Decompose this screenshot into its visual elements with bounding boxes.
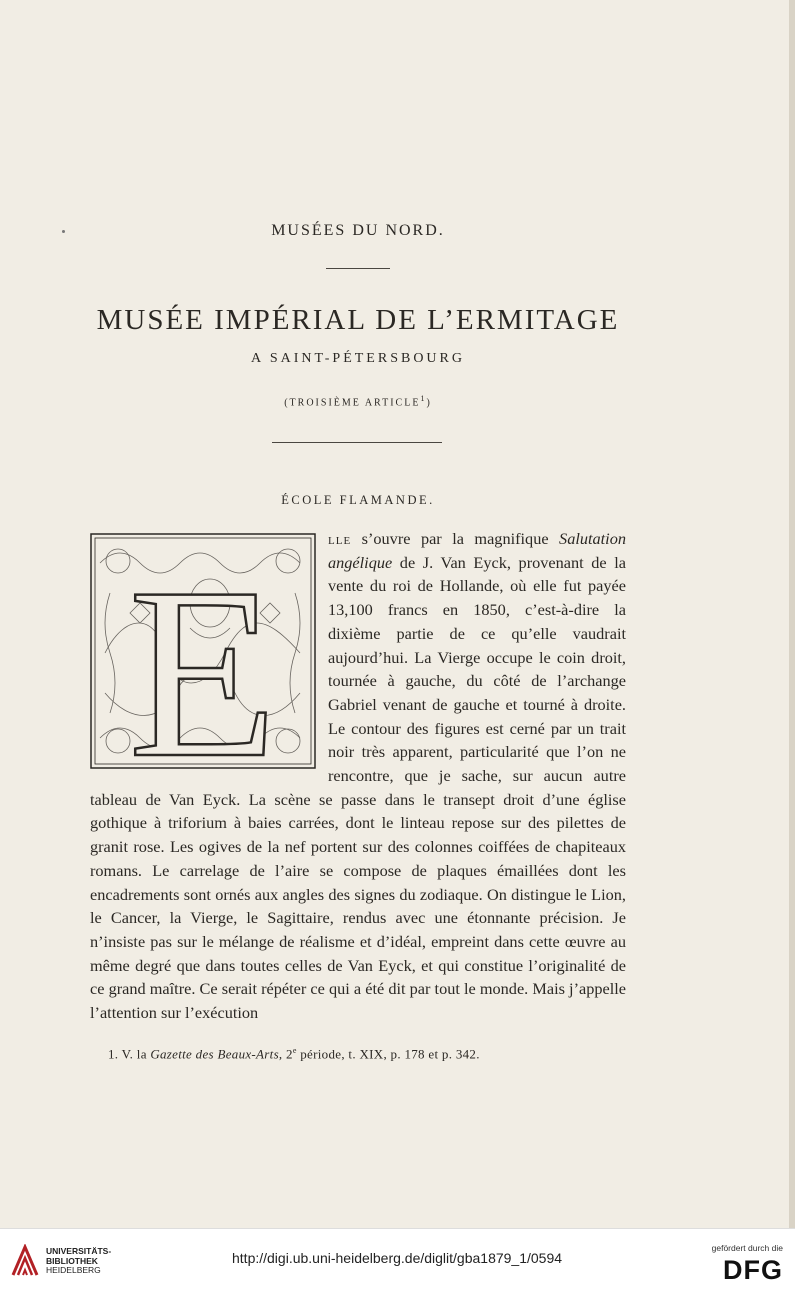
lead-in: lle: [328, 529, 352, 548]
short-rule: [326, 268, 390, 269]
page-edge-shadow: [789, 0, 795, 1228]
main-title: MUSÉE IMPÉRIAL DE L’ERMITAGE: [96, 304, 620, 336]
footer-bar: [0, 1228, 795, 1293]
body-paragraph: E lle s’ouvre par la magnifique Salutation angélique de J. Van Eyck, provenant de la vente du roi de Hollande, où elle fut payée 13,100 francs en 1850, c’est-à-dire la dixième partie de ce qu’elle vaudrait aujourd’hui. La Vierge occupe le coin droit, tournée à gauche, du côté de l’archange Gabriel venant de gauche et tourné à droite. Le contour des figures est cerné par un trait noir très apparent, particularité que l’on ne rencontre, que je sache, sur aucun autre tableau de Van Eyck. La scène se passe dans le transept droit d’une église gothique à triforium à baies carrées, dont le linteau repose sur des pilettes de granit rose. Les ogives de la nef portent sur des colonnes coiffées de chapiteaux romans. Le carrelage de l’aire se compose de plaques émaillées dont les encadrements sont ornés aux angles des signes du zodiaque. On distingue le Lion, le Cancer, la Vierge, le Sagittaire, rendus avec une étonnante précision. Je n’insiste pas sur le mélange de réalisme et d’idéal, empreint dans cette œuvre au même degré que dans toutes celles de Van Eyck, et qui constitue l’originalité de ce grand maître. Ce serait répéter ce qui a été dit par tout le monde. Mais j’appelle l’attention sur l’exécution: [90, 529, 626, 1023]
painting-title: Salutation angélique: [328, 529, 626, 572]
ornamental-drop-cap: [90, 533, 316, 769]
university-library-logo-icon: [10, 1244, 40, 1278]
school-heading: ÉCOLE FLAMANDE.: [281, 493, 435, 507]
footnote-marker: 1: [420, 394, 427, 403]
section-title: MUSÉES DU NORD.: [271, 222, 445, 239]
long-rule: [272, 442, 442, 443]
svg-text:E: E: [128, 537, 278, 769]
subtitle: A SAINT-PÉTERSBOURG: [250, 351, 465, 366]
article-label: (TROISIÈME ARTICLE$^1$): [284, 394, 432, 409]
dfg-logo: DFG: [723, 1255, 783, 1285]
library-name: UNIVERSITÄTS- BIBLIOTHEK HEIDELBERG: [46, 1246, 112, 1275]
permalink-url[interactable]: http://digi.ub.uni-heidelberg.de/diglit/gba1879_1/0594: [232, 1250, 563, 1266]
funded-by-label: gefördert durch die: [711, 1243, 783, 1253]
footnote: 1. V. la Gazette des Beaux-Arts, 2e période, t. XIX, p. 178 et p. 342.: [108, 1046, 480, 1062]
